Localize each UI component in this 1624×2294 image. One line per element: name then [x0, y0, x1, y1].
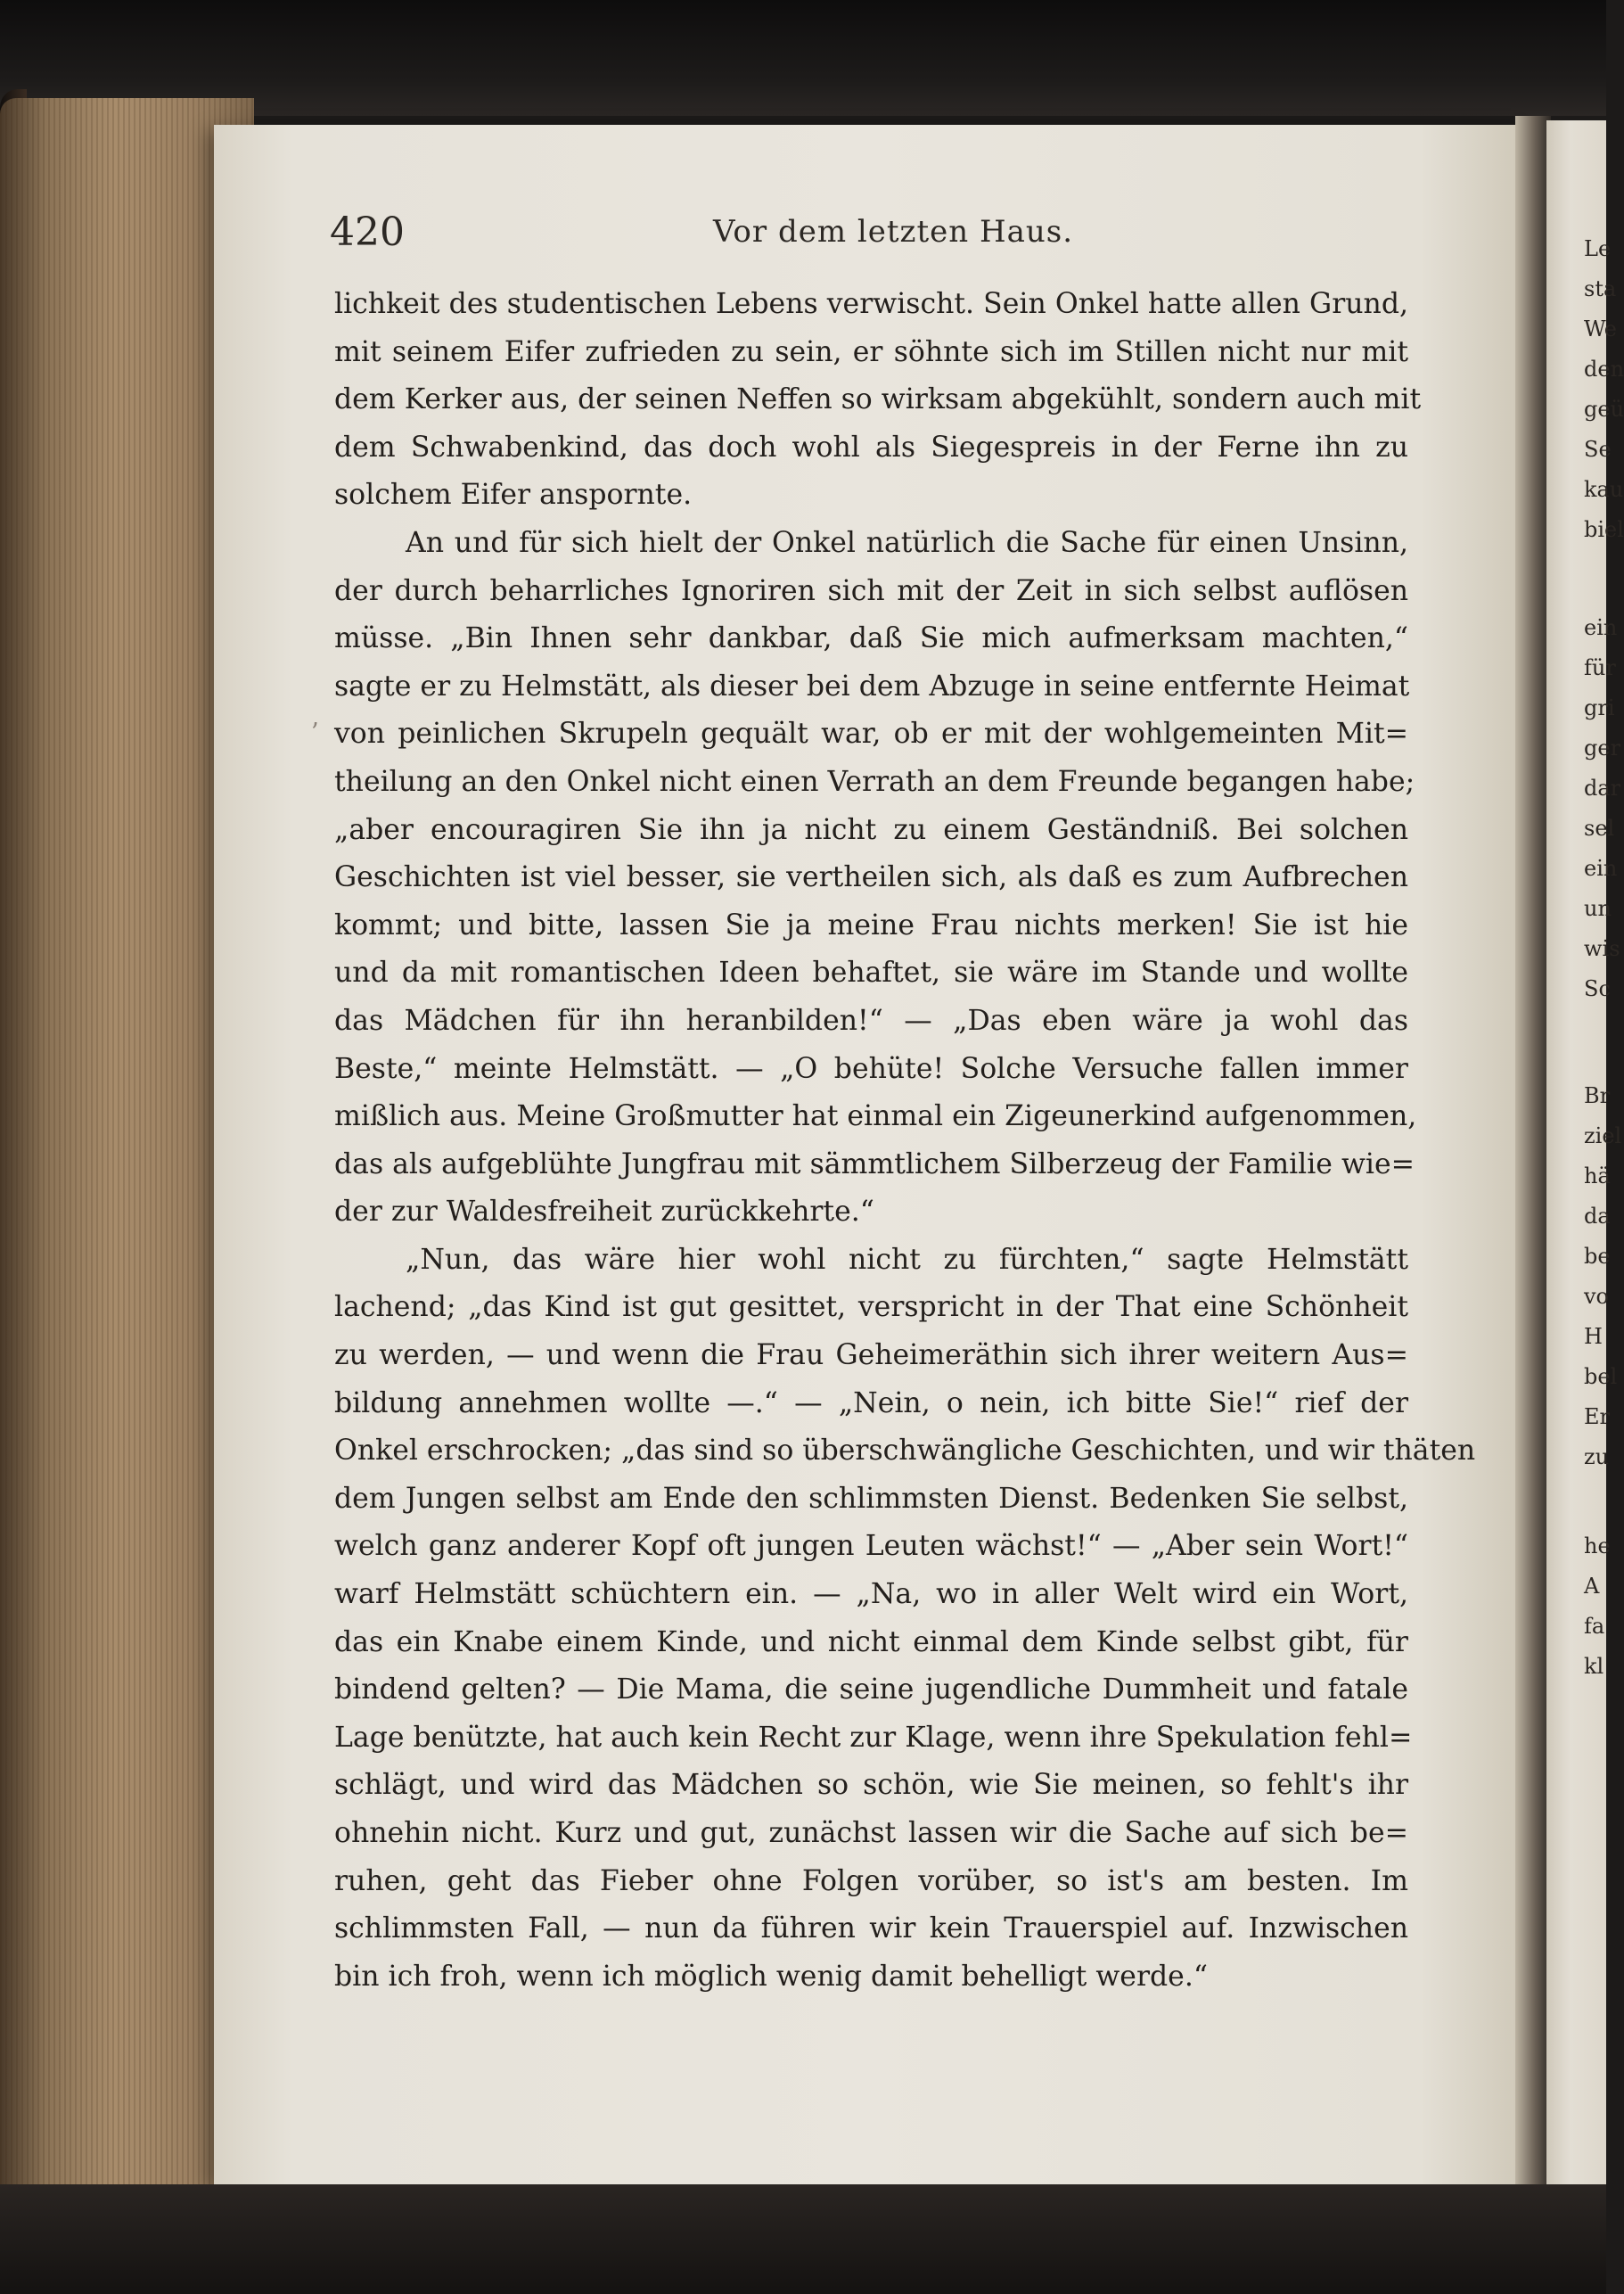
facing-page-word-fragment: für — [1584, 655, 1616, 680]
body-text — [334, 281, 1476, 2001]
facing-page-word-fragment: ziel — [1584, 1123, 1622, 1148]
facing-page-word-fragment: sta — [1584, 276, 1617, 301]
text-line: der durch beharrliches Ignoriren sich mit der Zeit in sich selbst auflösen — [334, 574, 1408, 607]
facing-page-fragment — [1546, 120, 1624, 2202]
text-line: solchem Eifer anspornte. — [334, 479, 693, 512]
facing-page-word-fragment: ger — [1584, 736, 1621, 761]
running-head: Vor dem letzten Haus. — [713, 214, 1074, 250]
facing-page-word-fragment: Le — [1584, 236, 1612, 261]
book-page — [214, 125, 1524, 2184]
book-gutter — [1515, 116, 1551, 2202]
facing-page-word-fragment: geü — [1584, 397, 1624, 422]
text-line: dem Kerker aus, der seinen Neffen so wirksam abgekühlt, sondern auch mit — [334, 383, 1422, 416]
text-line: das Mädchen für ihn heranbilden!“ — „Das eben wäre ja wohl das — [334, 1004, 1408, 1037]
text-line: bindend gelten? — Die Mama, die seine jugendliche Dummheit und fatale — [334, 1673, 1408, 1706]
page-number: 420 — [330, 210, 405, 255]
text-line: müsse. „Bin Ihnen sehr dankbar, daß Sie mich aufmerksam machten,“ — [334, 622, 1408, 655]
facing-page-word-fragment: fa — [1584, 1614, 1605, 1639]
text-line: dem Schwabenkind, das doch wohl als Siegespreis in der Ferne ihn zu — [334, 431, 1408, 464]
facing-page-word-fragment: be — [1584, 1244, 1611, 1269]
background-bottom — [0, 2184, 1606, 2294]
facing-page-word-fragment: vo — [1584, 1284, 1610, 1309]
text-line: das ein Knabe einem Kinde, und nicht einmal dem Kinde selbst gibt, für — [334, 1625, 1408, 1658]
facing-page-word-fragment: zu — [1584, 1444, 1610, 1469]
text-line: sagte er zu Helmstätt, als dieser bei dem Abzuge in seine entfernte Heimat — [334, 670, 1410, 703]
facing-page-word-fragment: hä — [1584, 1163, 1611, 1188]
text-line: und da mit romantischen Ideen behaftet, sie wäre im Stande und wollte — [334, 957, 1408, 990]
facing-page-word-fragment: Br — [1584, 1083, 1611, 1108]
facing-page-word-fragment: kl — [1584, 1654, 1604, 1679]
facing-page-word-fragment: wis — [1584, 936, 1620, 961]
facing-page-word-fragment: sel — [1584, 816, 1615, 841]
facing-page-word-fragment: H — [1584, 1324, 1603, 1349]
text-line: kommt; und bitte, lassen Sie ja meine Frau nichts merken! Sie ist hie — [334, 909, 1408, 941]
text-line: bildung annehmen wollte —.“ — „Nein, o nein, ich bitte Sie!“ rief der — [334, 1386, 1408, 1419]
text-line: ohnehin nicht. Kurz und gut, zunächst lassen wir die Sache auf sich be= — [334, 1817, 1408, 1849]
text-line: bin ich froh, wenn ich möglich wenig damit behelligt werde.“ — [334, 1960, 1208, 1993]
facing-page-word-fragment: Se — [1584, 437, 1612, 462]
text-line: An und für sich hielt der Onkel natürlich die Sache für einen Unsinn, — [406, 526, 1408, 559]
facing-page-word-fragment: un — [1584, 896, 1612, 921]
facing-page-word-fragment: gri — [1584, 695, 1615, 720]
text-line: der zur Waldesfreiheit zurückkehrte.“ — [334, 1196, 874, 1229]
text-line: lachend; „das Kind ist gut gesittet, verspricht in der That eine Schönheit — [334, 1291, 1408, 1324]
facing-page-word-fragment: We — [1584, 317, 1617, 341]
text-line: Beste,“ meinte Helmstätt. — „O behüte! Solche Versuche fallen immer — [334, 1052, 1408, 1085]
facing-page-word-fragment: kau — [1584, 477, 1624, 502]
text-line: schlägt, und wird das Mädchen so schön, wie Sie meinen, so fehlt's ihr — [334, 1769, 1408, 1802]
text-line: theilung an den Onkel nicht einen Verrath an dem Freunde begangen habe; — [334, 765, 1415, 798]
facing-page-word-fragment: he — [1584, 1533, 1611, 1558]
text-line: Onkel erschrocken; „das sind so überschwängliche Geschichten, und wir thäten — [334, 1435, 1476, 1468]
text-line: Geschichten ist viel besser, sie vertheilen sich, als daß es zum Aufbrechen — [334, 861, 1408, 894]
text-line: mißlich aus. Meine Großmutter hat einmal ein Zigeunerkind aufgenommen, — [334, 1100, 1417, 1133]
text-line: „aber encouragiren Sie ihn ja nicht zu einem Geständniß. Bei solchen — [334, 813, 1408, 846]
text-line: schlimmsten Fall, — nun da führen wir kein Trauerspiel auf. Inzwischen — [334, 1912, 1408, 1945]
facing-page-word-fragment: ein — [1584, 615, 1618, 640]
facing-page-word-fragment: Sc — [1584, 976, 1611, 1001]
text-line: von peinlichen Skrupeln gequält war, ob er mit der wohlgemeinten Mit= — [334, 718, 1408, 751]
facing-page-word-fragment: biel — [1584, 517, 1624, 542]
facing-page-word-fragment: ein — [1584, 856, 1618, 881]
text-line: lichkeit des studentischen Lebens verwischt. Sein Onkel hatte allen Grund, — [334, 288, 1408, 320]
facing-page-word-fragment: da — [1584, 1204, 1611, 1229]
facing-page-word-fragment: bel — [1584, 1364, 1618, 1389]
text-line: warf Helmstätt schüchtern ein. — „Na, wo in aller Welt wird ein Wort, — [334, 1578, 1408, 1611]
text-line: „Nun, das wäre hier wohl nicht zu fürchten,“ sagte Helmstätt — [406, 1243, 1408, 1276]
facing-page-word-fragment: dar — [1584, 776, 1621, 801]
text-line: zu werden, — und wenn die Frau Geheimeräthin sich ihrer weitern Aus= — [334, 1339, 1408, 1372]
facing-page-word-fragment: Er — [1584, 1404, 1610, 1429]
facing-page-word-fragment: den — [1584, 357, 1624, 382]
facing-page-word-fragment: A — [1584, 1574, 1600, 1599]
text-line: Lage benützte, hat auch kein Recht zur Klage, wenn ihre Spekulation fehl= — [334, 1721, 1413, 1754]
text-line: das als aufgeblühte Jungfrau mit sämmtlichem Silberzeug der Familie wie= — [334, 1147, 1415, 1180]
text-line: ruhen, geht das Fieber ohne Folgen vorüber, so ist's am besten. Im — [334, 1864, 1408, 1897]
text-line: dem Jungen selbst am Ende den schlimmsten Dienst. Bedenken Sie selbst, — [334, 1482, 1408, 1515]
text-line: mit seinem Eifer zufrieden zu sein, er söhnte sich im Stillen nicht nur mit — [334, 335, 1408, 368]
pencil-mark: ʼ — [310, 718, 318, 747]
text-line: welch ganz anderer Kopf oft jungen Leuten wächst!“ — „Aber sein Wort!“ — [334, 1530, 1408, 1563]
